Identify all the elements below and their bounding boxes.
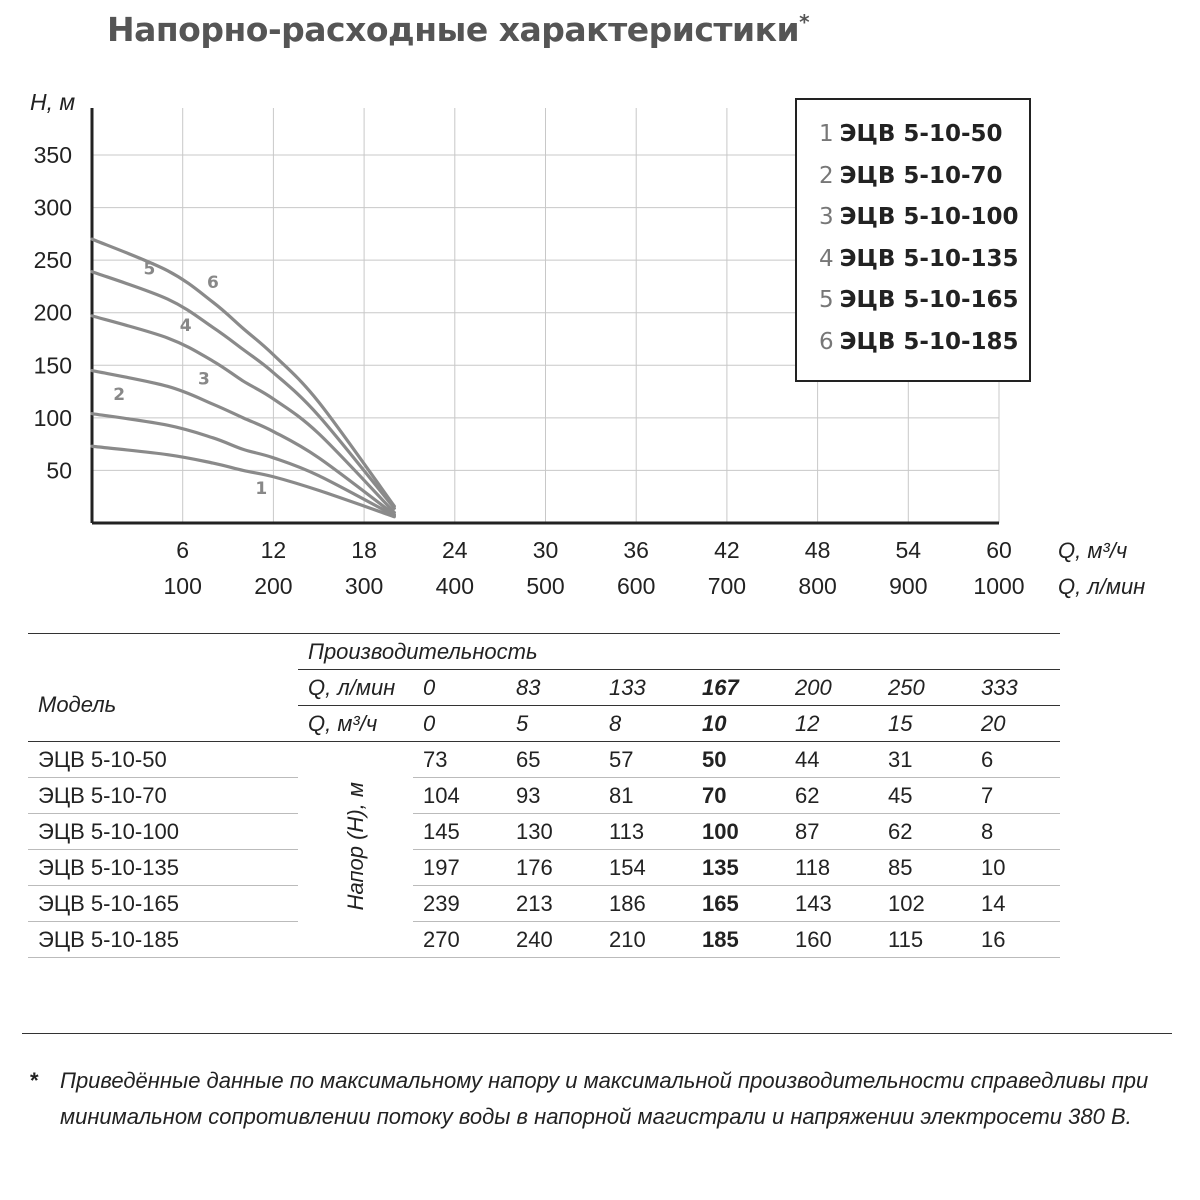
legend-item [797, 239, 1029, 281]
table-cell: 167 [692, 670, 785, 706]
table-cell: 200 [785, 670, 878, 706]
table-cell: 93 [506, 778, 599, 814]
chart-legend [795, 98, 1031, 382]
performance-header: Производительность [298, 634, 1060, 670]
x-axis-label-m3h: Q, м³/ч [1058, 538, 1128, 563]
table-cell: 154 [599, 850, 692, 886]
table-header-row [28, 634, 1060, 670]
legend-number: 1 [819, 121, 834, 147]
x-tick-label-lmin: 1000 [973, 573, 1025, 599]
legend-item [797, 114, 1029, 156]
x-tick-label-m3h: 12 [260, 537, 287, 563]
legend-item [797, 322, 1029, 364]
performance-table [28, 633, 1060, 958]
table-cell: 87 [785, 814, 878, 850]
legend-model: ЭЦВ 5-10-165 [839, 287, 1019, 313]
table-cell: 8 [599, 706, 692, 742]
table-cell: 65 [506, 742, 599, 778]
table-cell: 100 [692, 814, 785, 850]
series-curve [92, 316, 394, 513]
footnote [30, 1063, 1170, 1135]
table-cell: 45 [878, 778, 971, 814]
table-row [28, 778, 1060, 814]
series-label: 3 [197, 369, 210, 390]
x-tick-label-lmin: 600 [617, 573, 656, 599]
table-cell: 197 [413, 850, 506, 886]
legend-number: 3 [819, 204, 834, 230]
x-tick-label-lmin: 900 [889, 573, 928, 599]
table-cell: 210 [599, 922, 692, 958]
table-cell: 83 [506, 670, 599, 706]
table-cell: 10 [692, 706, 785, 742]
legend-item [797, 197, 1029, 239]
x-tick-label-lmin: 500 [526, 573, 565, 599]
table-cell: 50 [692, 742, 785, 778]
series-label: 1 [255, 479, 268, 500]
table-cell: 130 [506, 814, 599, 850]
y-tick-label: 50 [46, 457, 72, 484]
legend-item [797, 280, 1029, 322]
title-text: Напорно-расходные характеристики [107, 10, 800, 49]
model-cell: ЭЦВ 5-10-100 [28, 814, 298, 850]
table-cell: 143 [785, 886, 878, 922]
legend-model: ЭЦВ 5-10-135 [839, 245, 1019, 272]
table-cell: 0 [413, 670, 506, 706]
y-tick-label: 350 [33, 142, 72, 168]
table-cell: 14 [971, 886, 1060, 922]
table-cell: 270 [413, 922, 506, 958]
table-cell: 104 [413, 778, 506, 814]
table-cell: 145 [413, 814, 506, 850]
y-tick-label: 150 [33, 352, 72, 379]
table-cell: 185 [692, 922, 785, 958]
table-cell: 176 [506, 850, 599, 886]
table-cell: 31 [878, 742, 971, 778]
table-cell: 57 [599, 742, 692, 778]
table-cell: 81 [599, 778, 692, 814]
x-tick-label-m3h: 30 [532, 537, 559, 563]
table-row [28, 814, 1060, 850]
legend-number: 4 [819, 245, 834, 272]
model-cell: ЭЦВ 5-10-50 [28, 742, 298, 778]
series-label: 4 [179, 316, 192, 337]
x-tick-label-m3h: 42 [714, 537, 740, 563]
table-header-row [28, 670, 1060, 706]
table-cell: 20 [971, 706, 1060, 742]
table-cell: 333 [971, 670, 1060, 706]
table-cell: 160 [785, 922, 878, 958]
table-cell: 7 [971, 778, 1060, 814]
table-cell: 213 [506, 886, 599, 922]
table-cell: 10 [971, 850, 1060, 886]
x-tick-label-m3h: 6 [176, 537, 190, 563]
legend-number: 2 [819, 162, 834, 189]
x-tick-label-lmin: 100 [163, 573, 202, 599]
table-cell: 239 [413, 886, 506, 922]
y-tick-label: 100 [33, 404, 72, 431]
x-tick-label-lmin: 800 [798, 573, 837, 599]
table-cell: 113 [599, 814, 692, 850]
table-cell: 250 [878, 670, 971, 706]
table-cell: 135 [692, 850, 785, 886]
x-tick-label-lmin: 700 [707, 573, 747, 599]
title-footnote-mark: * [799, 10, 810, 34]
footnote-text: Приведённые данные по максимальному напору и максимальной производительности справедливы при минимальном сопротивлении потоку воды в напорной магистрали и напряжении электросети 380 В. [60, 1068, 1149, 1129]
model-cell: ЭЦВ 5-10-165 [28, 886, 298, 922]
table-cell: 115 [878, 922, 971, 958]
table-cell: 15 [878, 706, 971, 742]
series-label: 6 [207, 273, 219, 294]
table-cell: 62 [785, 778, 878, 814]
footnote-mark: * [30, 1068, 39, 1093]
q-m3h-header: Q, м³/ч [298, 706, 413, 742]
table-cell: 62 [878, 814, 971, 850]
x-tick-label-m3h: 24 [442, 537, 468, 563]
table-cell: 0 [413, 706, 506, 742]
table-cell: 8 [971, 814, 1060, 850]
table-cell: 186 [599, 886, 692, 922]
table-cell: 73 [413, 742, 506, 778]
table-cell: 70 [692, 778, 785, 814]
legend-number: 6 [819, 328, 834, 355]
series-curve [92, 272, 394, 509]
table-cell: 12 [785, 706, 878, 742]
table-row [28, 850, 1060, 886]
head-axis-label: Напор (H), м [342, 782, 368, 911]
x-tick-label-lmin: 200 [254, 573, 293, 599]
model-cell: ЭЦВ 5-10-70 [28, 778, 298, 814]
q-lmin-header: Q, л/мин [298, 670, 413, 706]
x-tick-label-m3h: 60 [986, 537, 1012, 563]
y-axis-label: H, м [30, 89, 76, 115]
y-tick-label: 250 [33, 247, 72, 274]
series-label: 2 [113, 384, 126, 405]
x-tick-label-lmin: 300 [344, 573, 384, 599]
table-cell: 6 [971, 742, 1060, 778]
table-cell: 102 [878, 886, 971, 922]
model-header: Модель [28, 670, 298, 742]
table-cell: 240 [506, 922, 599, 958]
table-cell: 5 [506, 706, 599, 742]
table-row [28, 922, 1060, 958]
legend-model: ЭЦВ 5-10-70 [839, 162, 1003, 189]
table-cell: 165 [692, 886, 785, 922]
legend-number: 5 [819, 287, 834, 313]
table-cell: 85 [878, 850, 971, 886]
model-cell: ЭЦВ 5-10-185 [28, 922, 298, 958]
table-cell: 16 [971, 922, 1060, 958]
x-axis-label-lmin: Q, л/мин [1058, 574, 1146, 599]
y-tick-label: 200 [33, 299, 72, 326]
x-tick-label-m3h: 18 [351, 537, 377, 563]
x-tick-label-lmin: 400 [435, 573, 474, 599]
model-cell: ЭЦВ 5-10-135 [28, 850, 298, 886]
table-cell: 118 [785, 850, 878, 886]
y-tick-label: 300 [33, 194, 72, 221]
x-tick-label-m3h: 54 [895, 537, 922, 563]
divider [22, 1033, 1172, 1034]
legend-model: ЭЦВ 5-10-185 [839, 328, 1019, 355]
table-cell: 44 [785, 742, 878, 778]
table-cell: 133 [599, 670, 692, 706]
legend-model: ЭЦВ 5-10-100 [839, 204, 1019, 230]
table-row [28, 886, 1060, 922]
table-row [28, 742, 1060, 778]
legend-item [797, 156, 1029, 198]
series-label: 5 [143, 259, 156, 280]
x-tick-label-m3h: 36 [623, 537, 649, 563]
legend-model: ЭЦВ 5-10-50 [839, 121, 1003, 147]
x-tick-label-m3h: 48 [804, 537, 831, 563]
